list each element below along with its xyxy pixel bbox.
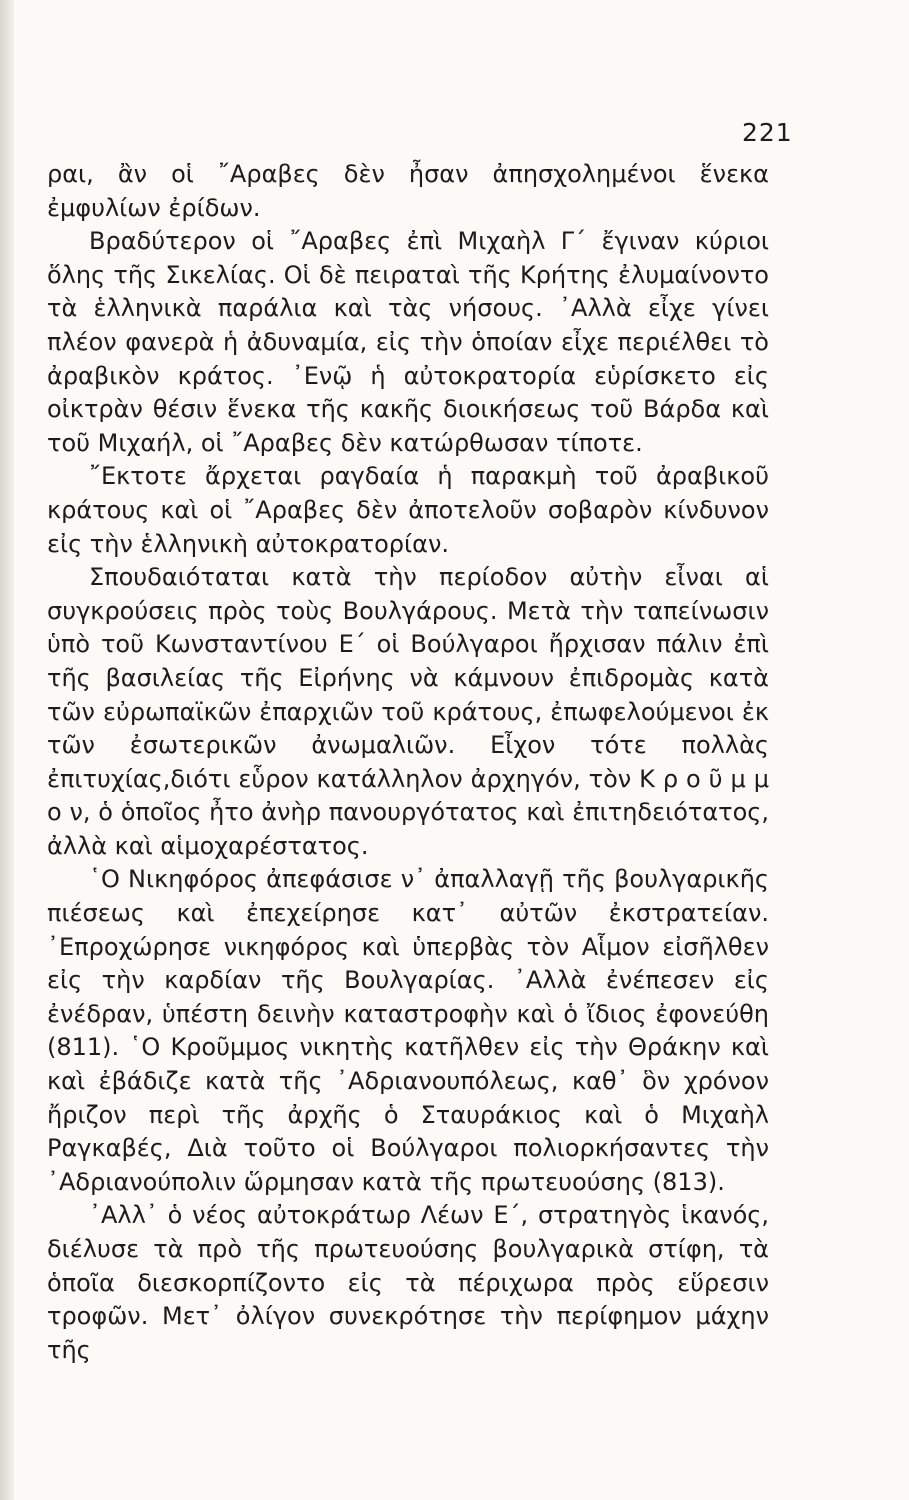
paragraph-6: ᾽Αλλ᾽ ὁ νέος αὐτοκράτωρ Λέων Ε΄, στρατηγὸς ἱκανός, διέλυσε τὰ πρὸ τῆς πρωτευούσης βουλγαρικὰ στίφη, τὰ ὁποῖα διεσκορπίζοντο εἰς τὰ πέριχωρα πρὸς εὕρεσιν τροφῶν. Μετ᾽ ὀλίγον συνεκρότησε τὴν περίφημον μάχην τῆς: [47, 1201, 769, 1364]
page-left-edge-shadow: [0, 0, 14, 1500]
paragraph-4: Σπουδαιόταται κατὰ τὴν περίοδον αὐτὴν εἶναι αἱ συγκρούσεις πρὸς τοὺς Βουλγάρους. Μετὰ τὴν ταπείνωσιν ὑπὸ τοῦ Κωνσταντίνου Ε΄ οἱ Βούλγαροι ἤρχισαν πάλιν ἐπὶ τῆς βασιλείας τῆς Εἰρήνης νὰ κάμνουν ἐπιδρομὰς κατὰ τῶν εὐρωπαϊκῶν ἐπαρχιῶν τοῦ κράτους, ἐπωφελούμενοι ἐκ τῶν ἐσωτερικῶν ἀνωμαλιῶν. Εἶχον τότε πολλὰς ἐπιτυχίας,διότι εὗρον κατάλληλον ἀρχηγόν, τὸν Κ ρ ο ῦ μ μ ο ν, ὁ ὁποῖος ἦτο ἀνὴρ πανουργότατος καὶ ἐπιτηδειότατος, ἀλλὰ καὶ αἱμοχαρέστατος.: [47, 563, 769, 860]
page-number: 221: [742, 118, 793, 147]
paragraph-2: Βραδύτερον οἱ ῎Αραβες ἐπὶ Μιχαὴλ Γ΄ ἔγιναν κύριοι ὅλης τῆς Σικελίας. Οἱ δὲ πειραταὶ τῆς Κρήτης ἐλυμαίνοντο τὰ ἑλληνικὰ παράλια καὶ τὰς νήσους. ᾽Αλλὰ εἶχε γίνει πλέον φανερὰ ἡ ἀδυναμία, εἰς τὴν ὁποίαν εἶχε περιέλθει τὸ ἀραβικὸν κράτος. ᾽Ενῷ ἡ αὐτοκρατορία εὑρίσκετο εἰς οἰκτρὰν θέσιν ἕνεκα τῆς κακῆς διοικήσεως τοῦ Βάρδα καὶ τοῦ Μιχαήλ, οἱ ῎Αραβες δὲν κατώρθωσαν τίποτε.: [47, 227, 769, 457]
paragraph-5: ῾Ο Νικηφόρος ἀπεφάσισε ν᾽ ἀπαλλαγῇ τῆς βουλγαρικῆς πιέσεως καὶ ἐπεχείρησε κατ᾽ αὐτῶν ἐκστρατείαν. ᾽Επροχώρησε νικηφόρος καὶ ὑπερβὰς τὸν Αἷμον εἰσῆλθεν εἰς τὴν καρδίαν τῆς Βουλγαρίας. ᾽Αλλὰ ἐνέπεσεν εἰς ἐνέδραν, ὑπέστη δεινὴν καταστροφὴν καὶ ὁ ἴδιος ἐφονεύθη (811). ῾Ο Κροῦμμος νικητὴς κατῆλθεν εἰς τὴν Θράκην καὶ καὶ ἐβάδιζε κατὰ τῆς ᾽Αδριανουπόλεως, καθ᾽ ὃν χρόνον ἤριζον περὶ τῆς ἀρχῆς ὁ Σταυράκιος καὶ ὁ Μιχαὴλ Ραγκαβές, Διὰ τοῦτο οἱ Βούλγαροι πολιορκήσαντες τὴν ᾽Αδριανούπολιν ὥρμησαν κατὰ τῆς πρωτευούσης (813).: [47, 865, 769, 1196]
page-text-body: [47, 158, 769, 1367]
paragraph-1: ραι, ἂν οἱ ῎Αραβες δὲν ἦσαν ἀπησχολημένοι ἕνεκα ἐμφυλίων ἐρίδων.: [47, 160, 769, 222]
paragraph-3: ῎Εκτοτε ἄρχεται ραγδαία ἡ παρακμὴ τοῦ ἀραβικοῦ κράτους καὶ οἱ ῎Αραβες δὲν ἀποτελοῦν σοβαρὸν κίνδυνον εἰς τὴν ἑλληνικὴ αὐτοκρατορίαν.: [47, 462, 769, 558]
